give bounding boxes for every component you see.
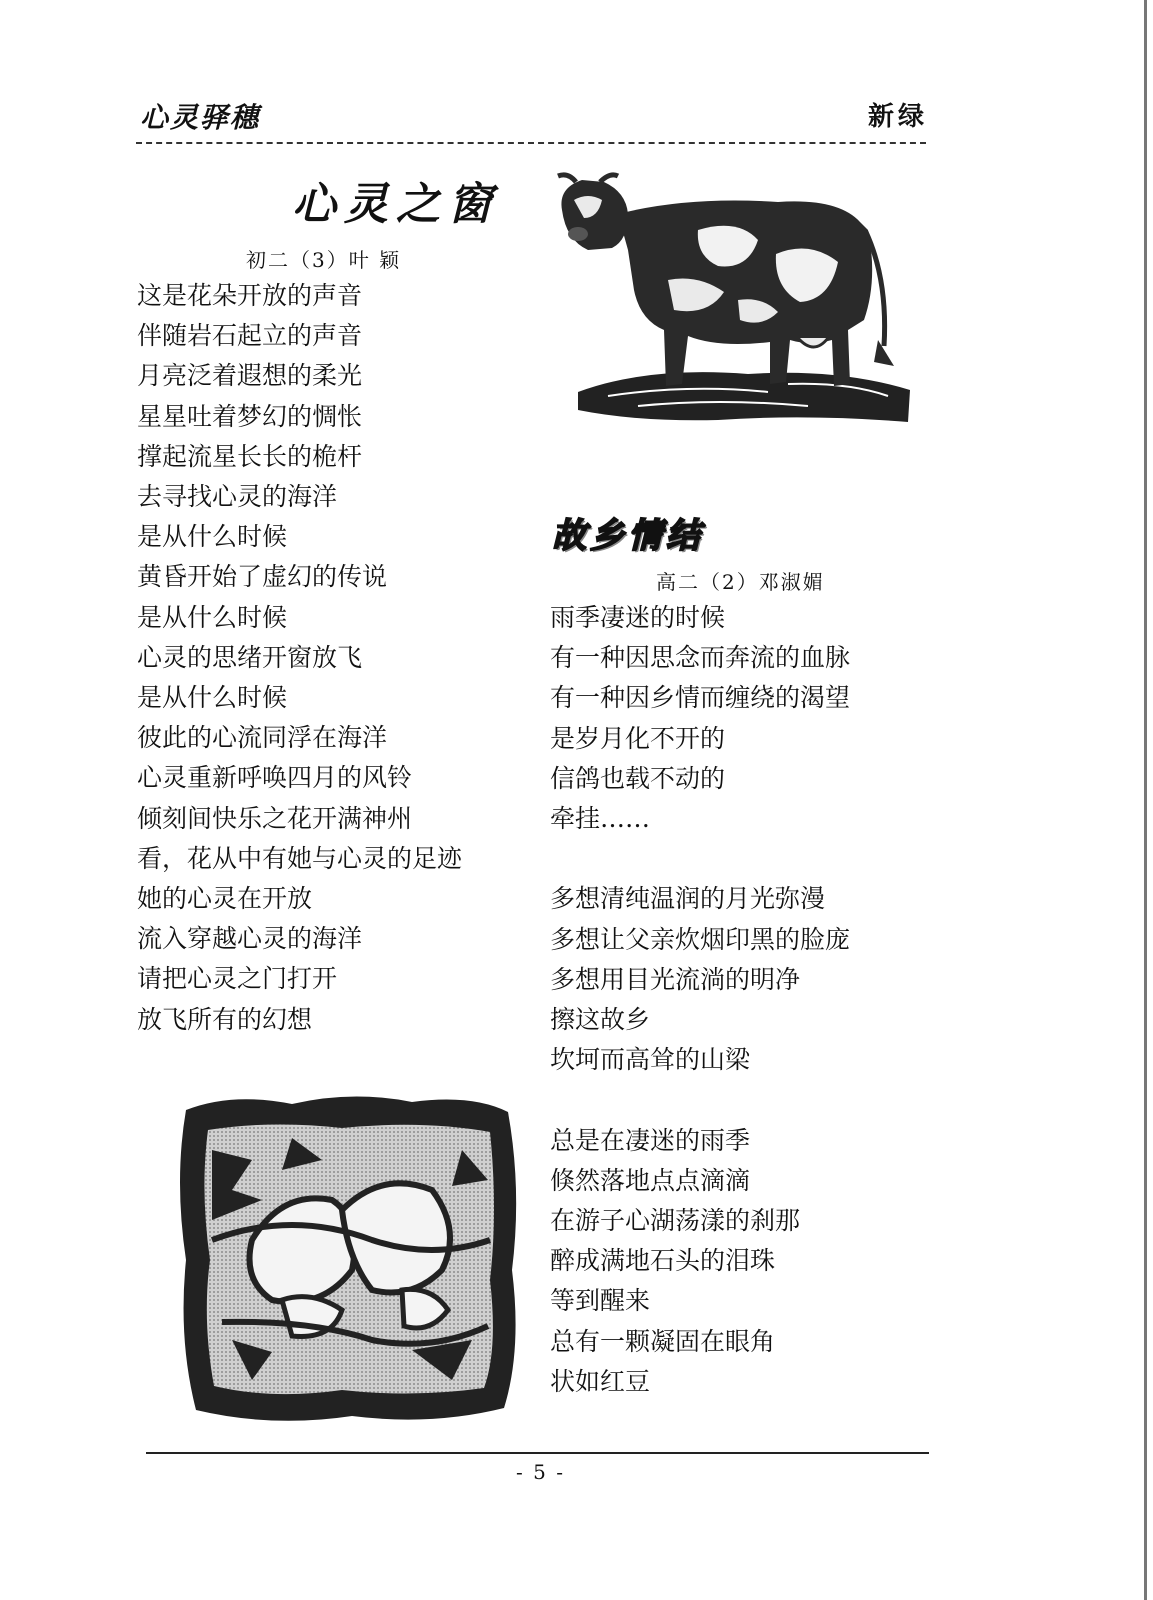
poem-line: 在游子心湖荡漾的刹那 xyxy=(550,1206,801,1236)
header-left-title: 心灵驿穗 xyxy=(140,101,261,134)
poem-line: 请把心灵之门打开 xyxy=(137,964,338,994)
page-number: - 5 - xyxy=(516,1460,565,1484)
poem-line: 是从什么时候 xyxy=(137,683,288,713)
poem-line: 是岁月化不开的 xyxy=(550,723,726,753)
poem-line: 雨季凄迷的时候 xyxy=(550,603,726,632)
poem-line: 伴随岩石起立的声音 xyxy=(137,321,363,351)
abstract-woodcut-illustration xyxy=(172,1090,522,1430)
poem-line: 月亮泛着遐想的柔光 xyxy=(137,361,363,391)
header-right-title: 新绿 xyxy=(868,102,929,132)
scan-page-edge xyxy=(1144,0,1147,1600)
poem-line: 信鸽也载不动的 xyxy=(550,763,726,793)
poem-2-author: 高二（2）邓淑媚 xyxy=(656,570,825,594)
poem-line: 状如红豆 xyxy=(550,1366,651,1396)
footer-divider xyxy=(146,1452,929,1454)
poem-line: 心灵重新呼唤四月的风铃 xyxy=(137,763,413,793)
poem-line: 去寻找心灵的海洋 xyxy=(137,482,338,512)
poem-line: 星星吐着梦幻的惆怅 xyxy=(137,401,363,431)
poem-line: 黄昏开始了虚幻的传说 xyxy=(137,562,388,592)
poem-line: 有一种因思念而奔流的血脉 xyxy=(550,643,851,673)
poem-line: 倾刻间快乐之花开满神州 xyxy=(137,803,413,833)
poem-2-body xyxy=(550,598,850,1442)
poem-1-body xyxy=(137,276,462,1040)
poem-stanza xyxy=(550,1121,850,1402)
poem-line: 这是花朵开放的声音 xyxy=(137,281,363,310)
poem-line: 看，花从中有她与心灵的足迹 xyxy=(137,843,463,873)
poem-line: 醉成满地石头的泪珠 xyxy=(550,1246,776,1276)
poem-line: 倏然落地点点滴滴 xyxy=(550,1165,751,1195)
poem-line: 等到醒来 xyxy=(550,1286,651,1316)
poem-2-title: 故乡情结 xyxy=(552,516,704,556)
header-divider xyxy=(136,142,926,144)
poem-line: 多想清纯温润的月光弥漫 xyxy=(550,884,826,914)
cow-icon xyxy=(548,170,918,432)
poem-1-title: 心灵之窗 xyxy=(292,179,500,230)
poem-line: 总是在凄迷的雨季 xyxy=(550,1125,751,1155)
poem-stanza xyxy=(550,598,850,839)
cow-illustration xyxy=(548,170,918,432)
poem-line: 放飞所有的幻想 xyxy=(137,1004,313,1034)
poem-line: 彼此的心流同浮在海洋 xyxy=(137,723,388,753)
poem-line: 流入穿越心灵的海洋 xyxy=(137,924,363,954)
poem-line: 多想用目光流淌的明净 xyxy=(550,964,801,994)
poem-line: 多想让父亲炊烟印黑的脸庞 xyxy=(550,924,851,954)
poem-line: 是从什么时候 xyxy=(137,602,288,632)
poem-line: 坎坷而高耸的山梁 xyxy=(550,1045,751,1075)
poem-line: 是从什么时候 xyxy=(137,522,288,552)
poem-line: 撑起流星长长的桅杆 xyxy=(137,441,363,471)
poem-line: 有一种因乡情而缠绕的渴望 xyxy=(550,683,851,713)
poem-1-author: 初二（3）叶 颖 xyxy=(246,248,402,272)
woodcut-icon xyxy=(172,1090,522,1430)
poem-line: 总有一颗凝固在眼角 xyxy=(550,1326,776,1356)
poem-line: 心灵的思绪开窗放飞 xyxy=(137,642,363,672)
poem-line: 她的心灵在开放 xyxy=(137,884,313,914)
poem-stanza xyxy=(550,879,850,1080)
poem-line: 擦这故乡 xyxy=(550,1005,651,1035)
poem-line: 牵挂…… xyxy=(550,804,651,834)
